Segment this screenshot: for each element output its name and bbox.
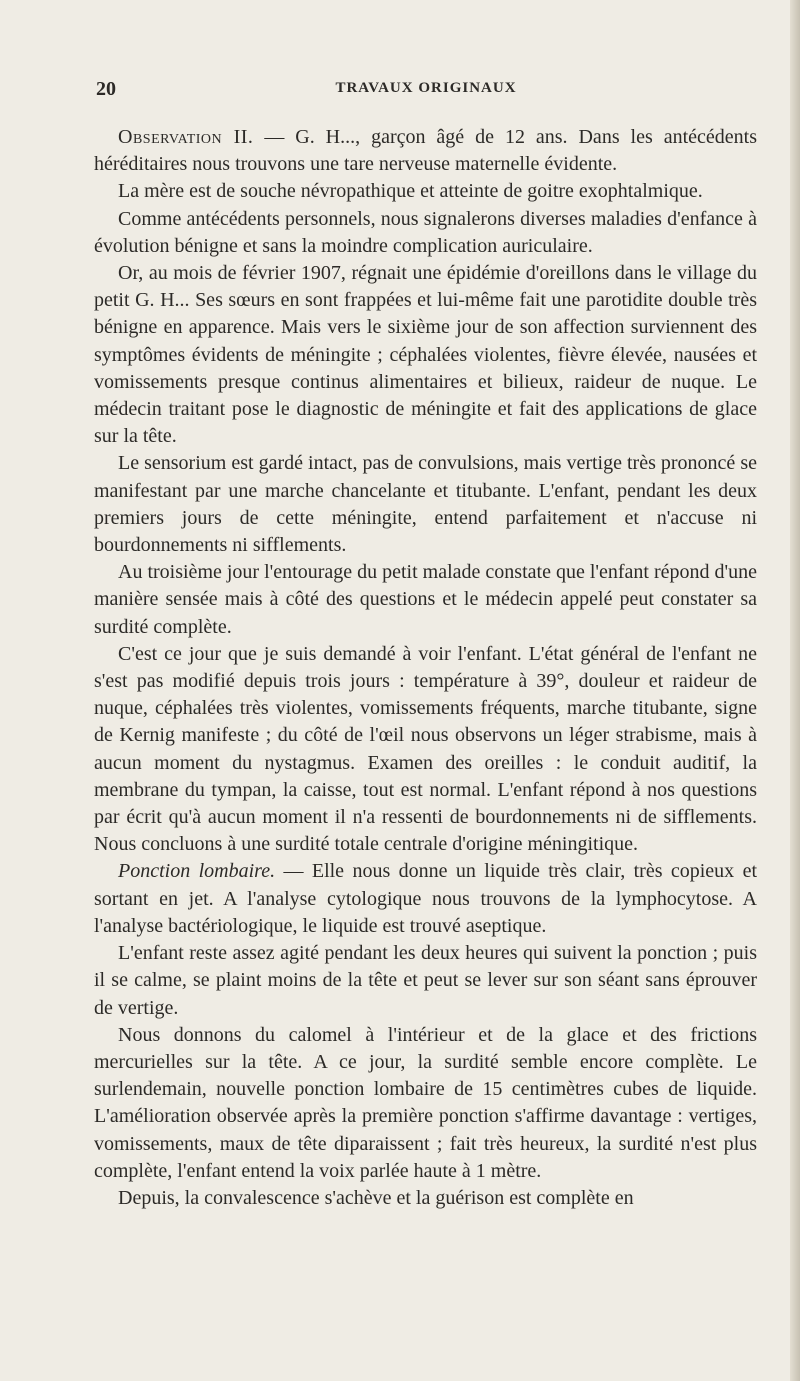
paragraph-examination: C'est ce jour que je suis demandé à voir l'enfant. L'état général de l'enfant ne s'est pas modifié depuis trois jours : température à 39°, douleur et raideur de nuque, céphalées très violentes, vomissements fréquents, marche titubante, signe de Kernig manifeste ; du côté de l'œil nous observons un léger strabisme, mais à aucun moment du nystagmus. Examen des oreilles : le conduit auditif, la membrane du tympan, la caisse, tout est normal. L'enfant répond à nos questions par écrit qu'à aucun moment il n'a ressenti de bourdonnements ni de sifflements. Nous concluons à une surdité totale centrale d'origine méningitique. [94,642,757,856]
paragraph-text: — G. H..., garçon âgé de 12 ans. Dans les antécédents héréditaires nous trouvons une tare nerveuse maternelle évidente. [94,126,757,176]
lumbar-puncture-label: Ponction lombaire. [118,860,276,883]
paragraph-epidemic: Or, au mois de février 1907, régnait une épidémie d'oreillons dans le village du petit G. H... Ses sœurs en sont frappées et lui-même fait une parotidite double très bénigne en apparence. Mais vers le sixième jour de son affection surviennent des symptômes évidents de méningite ; céphalées violentes, fièvre élevée, nausées et vomissements presque continus alimentaires et bilieux, raideur de nuque. Le médecin traitant pose le diagnostic de méningite et fait des applications de glace sur la tête. [94,262,757,448]
paragraph-convalescence: Depuis, la convalescence s'achève et la guérison est complète en [118,1186,634,1209]
paragraph-sensorium: Le sensorium est gardé intact, pas de convulsions, mais vertige très prononcé se manifestant par une marche chancelante et titubante. L'enfant, pendant les deux premiers jours de cette méningite, entend parfaitement et n'accuse ni bourdonnements ni sifflements. [94,452,757,557]
article-body [94,124,757,1212]
paragraph-mother: La mère est de souche névropathique et atteinte de goitre exophtalmique. [118,180,703,203]
paragraph-third-day: Au troisième jour l'entourage du petit malade constate que l'enfant répond d'une manière sensée mais à côté des questions et le médecin appelé peut constater sa surdité complète. [94,561,757,638]
paragraph-observation-intro [94,124,757,178]
page-edge [790,0,800,1381]
paragraph-personal-history: Comme antécédents personnels, nous signalerons diverses maladies d'enfance à évolution bénigne et sans la moindre complication auriculaire. [94,207,757,257]
paragraph-treatment: Nous donnons du calomel à l'intérieur et de la glace et des frictions mercurielles sur la tête. A ce jour, la surdité semble encore complète. Le surlendemain, nouvelle ponction lombaire de 15 centimètres cubes de liquide. L'amélioration observée après la première ponction s'affirme davantage : vertiges, vomissements, maux de tête diparaissent ; fait très heureux, la surdité n'est plus complète, l'enfant entend la voix parlée haute à 1 mètre. [94,1023,757,1182]
running-title: TRAVAUX ORIGINAUX [335,80,517,96]
paragraph-lumbar-puncture [94,858,757,940]
paragraph-after-puncture: L'enfant reste assez agité pendant les deux heures qui suivent la ponction ; puis il se calme, se plaint moins de la tête et peut se lever sur son séant sans éprouver de vertige. [94,942,757,1019]
paragraph-text: — Elle nous donne un liquide très clair, très copieux et sortant en jet. A l'analyse cytologique nous trouvons de la lymphocytose. A l'analyse bactériologique, le liquide est trouvé aseptique. [94,860,757,937]
page-header [96,78,756,102]
observation-label: Observation II. [118,126,254,148]
page-number: 20 [96,78,116,100]
